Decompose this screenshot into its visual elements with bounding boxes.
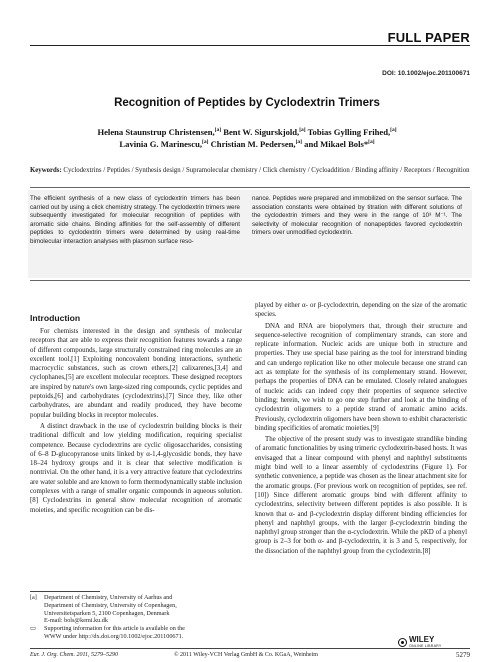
affiliation-mark: [a] bbox=[202, 139, 209, 146]
affiliation-mark: [a] bbox=[368, 139, 375, 146]
abstract-left: The efficient synthesis of a new class of cyclodextrin trimers has been carried out by using a click chemistry strategy. The cyclodextrin trimers were subsequently investigated for molecular recognition of peptides with aromatic side chains. Binding affinities for the self-assembly of different peptides to cyclodextrin trimers were determined by using real-time bimolecular interaction analyses with plasmon surface reso- bbox=[30, 195, 240, 245]
keywords bbox=[30, 166, 470, 176]
paragraph: DNA and RNA are biopolymers that, through their structure and sequence-selective recognition of complimentary strands, can store and replicate information. Nucleic acids are unique both in structure and properties. They use special base pairing as the tool for interstrand binding and can undergo replication like no other molecule because one strand can act as template for the synthesis of its complementary strand. However, perhaps the properties of DNA can be emulated. Closely related analogues of nucleic acids can indeed copy their properties of sequence selective binding; herein, we wish to go one step further and look at the binding of cyclodextrin oligomers to a peptide strand of aromatic amino acids. Previously, cyclodextrin oligomers have been shown to exhibit characteristic binding specificities of aromatic moieties.[9] bbox=[255, 322, 467, 432]
section-label: FULL PAPER bbox=[387, 30, 470, 45]
author-marinescu: Lavinia G. Marinescu, bbox=[119, 139, 203, 149]
footer-rule bbox=[30, 648, 470, 649]
section-heading-introduction: Introduction bbox=[30, 313, 81, 323]
abstract-right: nance. Peptides were prepared and immobilized on the sensor surface. The association constants were obtained by titration with different solutions of the cyclodextrin trimers and they were in the range of 10³ M⁻¹. The selectivity of molecular recognition of nonapeptides favored cyclodextrin trimers over unmodified cyclodextrin. bbox=[252, 195, 462, 237]
footnote-supporting-info bbox=[30, 625, 242, 641]
paragraph: For chemists interested in the design and synthesis of molecular receptors that are able to express their recognition features towards a range of different compounds, large structurally constrained ring molecules are an excellent tool.[1] Exploiting noncovalent bonding interactions, synthetic macrocyclic substances, such as crown ethers,[2] calixarenes,[3,4] and cyclophanes,[5] are excellent molecular receptors. These designed receptors are inspired by nature's own large-sized ring compounds, cyclic peptides and peptoids,[6] and carbohydrates (cyclodextrins).[7] Since they, like other carbohydrates, are abundant and readily produced, they have become popular building blocks in receptor molecules. bbox=[30, 328, 242, 419]
abstract-rule bbox=[30, 280, 470, 281]
wiley-logo-subtext: ONLINE LIBRARY bbox=[409, 644, 442, 648]
footnote-line: Supporting information for this article is available on the bbox=[44, 625, 185, 633]
wiley-logo-icon bbox=[398, 638, 407, 647]
body-column-left bbox=[30, 327, 242, 517]
doi[interactable]: DOI: 10.1002/ejoc.201100671 bbox=[382, 70, 470, 77]
supporting-info-icon: ▭ bbox=[30, 625, 36, 633]
author-list bbox=[60, 126, 434, 150]
paragraph: played by either α- or β-cyclodextrin, depending on the size of the aromatic species. bbox=[255, 302, 467, 319]
keywords-text: Cyclodextrins / Peptides / Synthesis design / Supramolecular chemistry / Click chemistry / Cycloaddition / Binding affinity / Receptors / Recognition bbox=[61, 167, 470, 174]
footnote-rule bbox=[30, 591, 100, 592]
wiley-logo bbox=[398, 636, 442, 648]
body-column-right bbox=[255, 301, 467, 558]
footnote-line: Department of Chemistry, University of Aarhus and bbox=[44, 594, 173, 601]
footnote-affiliation bbox=[30, 594, 242, 625]
copyright: © 2011 Wiley-VCH Verlag GmbH & Co. KGaA, Weinheim bbox=[174, 652, 318, 658]
affiliation-mark: [a] bbox=[214, 127, 222, 134]
affiliation-mark: [a] bbox=[299, 127, 306, 134]
footnote-email[interactable]: E-mail: bols@kemi.ku.dk bbox=[44, 617, 108, 625]
paragraph: A distinct drawback in the use of cyclodextrin building blocks is their traditional difficult and low yielding modification, requiring specialist competence. Because cyclodextrins are cyclic oligosaccharides, consisting of 6–8 D-glucopyranose units linked by α-1,4-glycosidic bonds, they have 18–24 hydroxy groups and it is clear that selective modification is nontrivial. On the other hand, it is a very attractive feature that cyclodextrins are water soluble and are known to form thermodynamically stable inclusion complexes with a range of smaller organic compounds in aqueous solution.[8] Cyclodextrins in general show molecular recognition of aromatic moieties, and specific recognition can be dis- bbox=[30, 422, 242, 514]
author-pedersen: Christian M. Pedersen, bbox=[208, 139, 296, 149]
affiliation-mark: [a] bbox=[295, 139, 302, 146]
author-sigurskjold: Bent W. Sigurskjold, bbox=[221, 127, 300, 137]
keywords-label: Keywords: bbox=[30, 167, 62, 174]
wiley-logo-text: WILEY bbox=[409, 635, 435, 644]
article-title: Recognition of Peptides by Cyclodextrin Trimers bbox=[114, 97, 380, 109]
author-frihed: Tobias Gylling Frihed, bbox=[305, 127, 391, 137]
paragraph: The objective of the present study was to investigate strandlike binding of aromatic functionalities by using trimeric cyclodextrin-based hosts. It was envisaged that a linear compound with phenyl and naphthyl substituents might bind well to a linear assembly of cyclodextrins (Figure 1). For synthetic convenience, a peptide was chosen as the linear attachment site for the aromatic groups. (For previous work on recognition of peptides, see ref.[10]) Since different aromatic groups bind with different affinity to cyclodextrins, selectivity between different peptides is also possible. It is known that α- and β-cyclodextrin display different binding efficiencies for phenyl and naphthyl groups, with the larger β-cyclodextrin binding the naphthyl group stronger than the α-cyclodextrin. While the pKD of a phenyl group is 2–3 for both α- and β-cyclodextrin, it is 3 and 5, respectively, for the dissociation of the naphthyl group from the cyclodextrin.[8] bbox=[255, 436, 467, 555]
footnote-line: Department of Chemistry, University of Copenhagen, bbox=[44, 601, 177, 609]
footnote-mark: [a] bbox=[30, 594, 37, 601]
author-bols: and Mikael Bols* bbox=[302, 139, 369, 149]
page-number: 5279 bbox=[456, 651, 470, 659]
keywords-rule bbox=[30, 187, 470, 188]
header-rule bbox=[30, 45, 470, 46]
affiliation-mark: [a] bbox=[390, 127, 397, 134]
journal-citation: Eur. J. Org. Chem. 2011, 5279–5290 bbox=[30, 652, 118, 658]
footnote-line: Universitetsparken 5, 2100 Copenhagen, Denmark bbox=[44, 609, 170, 617]
footnote-link[interactable]: WWW under http://dx.doi.org/10.1002/ejoc.201100671. bbox=[44, 632, 184, 640]
footnotes bbox=[30, 594, 242, 641]
author-christensen: Helena Staunstrup Christensen, bbox=[97, 127, 215, 137]
